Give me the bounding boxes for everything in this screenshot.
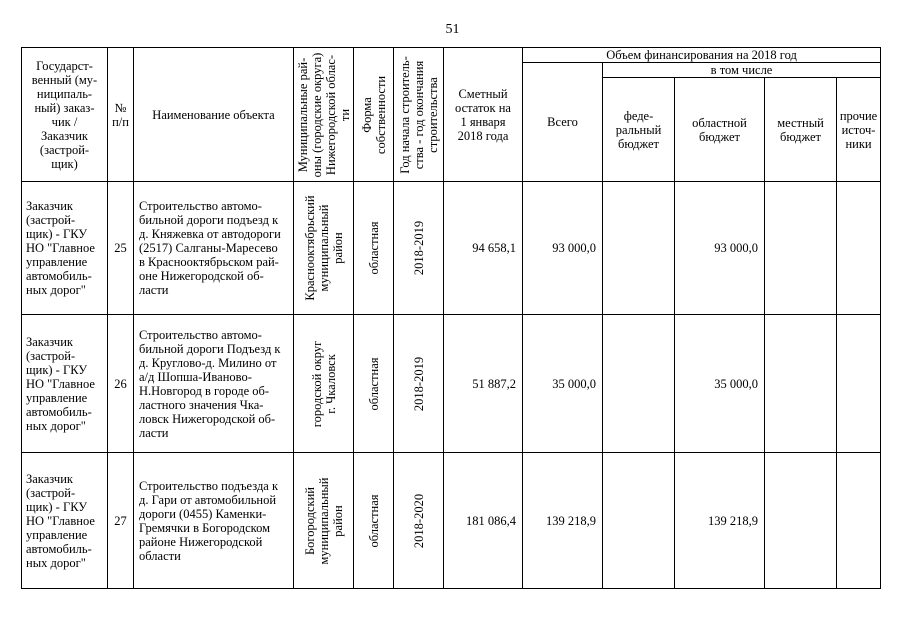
header-number: № п/п [108, 48, 134, 182]
header-including: в том числе [603, 63, 881, 78]
regional-cell: 139 218,9 [675, 453, 765, 589]
regional-cell: 93 000,0 [675, 182, 765, 315]
header-federal: феде- ральный бюджет [603, 78, 675, 182]
years-cell: 2018-2019 [394, 315, 444, 453]
municipality-cell: Краснооктябрьский муниципальный район [294, 182, 354, 315]
header-other: прочие источ- ники [837, 78, 881, 182]
local-cell [765, 315, 837, 453]
other-cell [837, 182, 881, 315]
header-balance: Сметный остаток на 1 января 2018 года [444, 48, 523, 182]
federal-cell [603, 453, 675, 589]
regional-cell: 35 000,0 [675, 315, 765, 453]
header-regional: областной бюджет [675, 78, 765, 182]
number-cell: 27 [108, 453, 134, 589]
table-row [22, 182, 881, 315]
total-cell: 93 000,0 [523, 182, 603, 315]
balance-cell: 94 658,1 [444, 182, 523, 315]
local-cell [765, 182, 837, 315]
number-cell: 26 [108, 315, 134, 453]
municipality-cell: Богородский муниципальный район [294, 453, 354, 589]
object-name-cell: Строительство автомо- бильной дороги Подъезд к д. Круглово-д. Милино от а/д Шопша-Иваново- Н.Новгород в городе об- ластного значения Чка- ловск Нижегородской об- ласти [134, 315, 294, 453]
municipality-cell: городской округ г. Чкаловск [294, 315, 354, 453]
header-municipality: Муниципальные рай- оны (городские округа) Нижегородской облас- ти [294, 48, 354, 182]
balance-cell: 51 887,2 [444, 315, 523, 453]
federal-cell [603, 182, 675, 315]
header-local: местный бюджет [765, 78, 837, 182]
number-cell: 25 [108, 182, 134, 315]
total-cell: 139 218,9 [523, 453, 603, 589]
customer-cell: Заказчик (застрой- щик) - ГКУ НО "Главное управление автомобиль- ных дорог" [22, 315, 108, 453]
object-name-cell: Строительство подъезда к д. Гари от автомобильной дороги (0455) Каменки- Гремячки в Богородском районе Нижегородской области [134, 453, 294, 589]
years-cell: 2018-2019 [394, 182, 444, 315]
table-row [22, 315, 881, 453]
header-funding-title: Объем финансирования на 2018 год [523, 48, 881, 63]
other-cell [837, 453, 881, 589]
object-name-cell: Строительство автомо- бильной дороги подъезд к д. Княжевка от автодороги (2517) Салганы-Маресево в Краснооктябрьском рай- оне Нижегородской об- ласти [134, 182, 294, 315]
header-total: Всего [523, 63, 603, 182]
page-number: 51 [445, 22, 460, 37]
local-cell [765, 453, 837, 589]
total-cell: 35 000,0 [523, 315, 603, 453]
ownership-cell: областная [354, 315, 394, 453]
customer-cell: Заказчик (застрой- щик) - ГКУ НО "Главное управление автомобиль- ных дорог" [22, 182, 108, 315]
header-object-name: Наименование объекта [134, 48, 294, 182]
balance-cell: 181 086,4 [444, 453, 523, 589]
ownership-cell: областная [354, 453, 394, 589]
header-years: Год начала строитель- ства - год окончания строительства [394, 48, 444, 182]
header-customer: Государст- венный (му- ниципаль- ный) заказ- чик / Заказчик (застрой- щик) [22, 48, 108, 182]
header-ownership: Форма собственности [354, 48, 394, 182]
federal-cell [603, 315, 675, 453]
other-cell [837, 315, 881, 453]
table-row [22, 453, 881, 589]
financing-table [21, 47, 881, 589]
years-cell: 2018-2020 [394, 453, 444, 589]
customer-cell: Заказчик (застрой- щик) - ГКУ НО "Главное управление автомобиль- ных дорог" [22, 453, 108, 589]
ownership-cell: областная [354, 182, 394, 315]
